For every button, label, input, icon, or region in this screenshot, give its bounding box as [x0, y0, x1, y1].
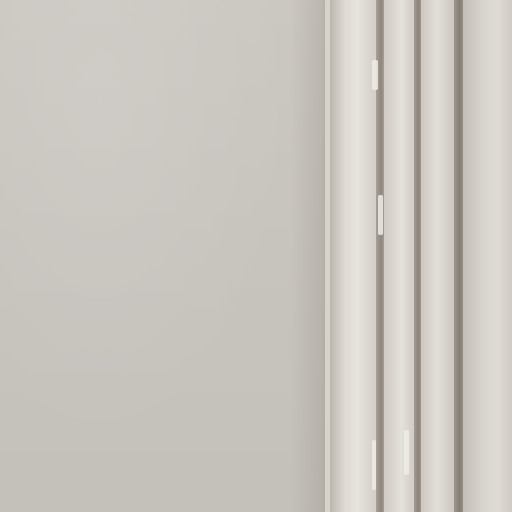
molding-ridge [421, 0, 457, 512]
paint-chip [372, 440, 376, 490]
molding-ridge [384, 0, 418, 512]
paint-chip [372, 60, 378, 90]
molding-ridge [463, 0, 512, 512]
paint-chip [404, 430, 409, 475]
paint-chip [378, 195, 383, 235]
